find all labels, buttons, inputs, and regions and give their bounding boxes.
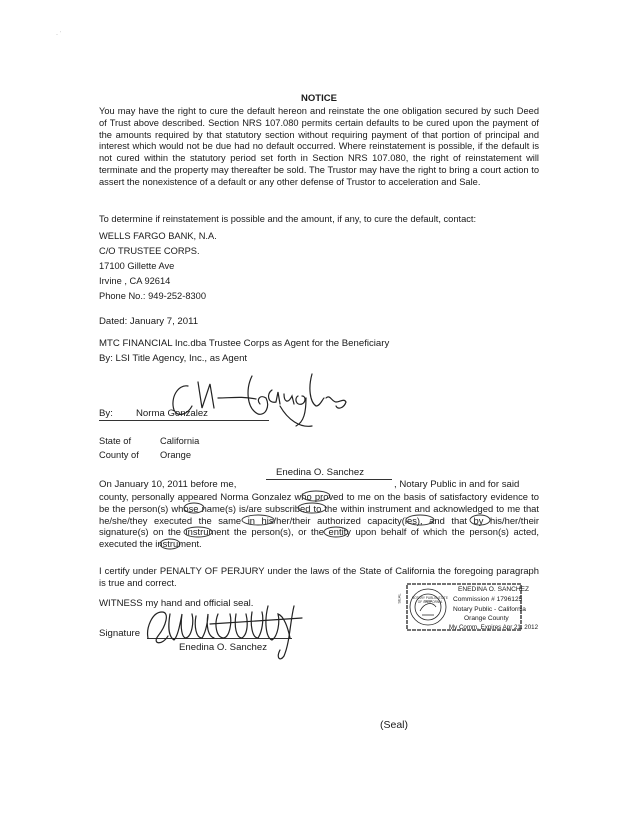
norma-gonzalez-signature — [160, 368, 360, 436]
state-label: State of — [99, 436, 132, 446]
notary-name-fill: Enedina O. Sanchez — [276, 467, 365, 478]
contact-intro: To determine if reinstatement is possible and the amount, if any, to cure the default, contact: — [99, 214, 477, 224]
stamp-title: Notary Public - California — [453, 606, 526, 613]
contact-line: WELLS FARGO BANK, N.A. — [99, 231, 217, 241]
contact-phone: Phone No.: 949-252-8300 — [99, 291, 206, 301]
ack-start: On January 10, 2011 before me, — [99, 479, 237, 490]
ack-after-blank: , Notary Public in and for said — [394, 479, 520, 490]
scan-specks: · ˙ — [56, 32, 62, 38]
signature-label: Signature — [99, 628, 141, 639]
stamp-commission: Commission # 1796125 — [453, 596, 523, 603]
notice-title: NOTICE — [301, 93, 337, 104]
notary-signature — [140, 592, 320, 664]
stamp-seal-text: NOTARY PUBLIC STATE OF CALIFORNIA — [411, 596, 448, 604]
dated-line: Dated: January 7, 2011 — [99, 316, 199, 327]
state-value: California — [160, 436, 200, 446]
signer-name: Enedina O. Sanchez — [179, 642, 268, 653]
contact-line: Irvine , CA 92614 — [99, 276, 171, 286]
witness-line: WITNESS my hand and official seal. — [99, 598, 254, 609]
agent-line: By: LSI Title Agency, Inc., as Agent — [99, 353, 248, 364]
stamp-county: Orange County — [464, 615, 509, 622]
acknowledgment-paragraph: county, personally appeared Norma Gonzalez who proved to me on the basis of satisfactory evidence to be the person(s) whose name(s) is/are subscribed to the within instrument and acknowledged to me that he/she/they executed the same in his/her/their authorized capacity(ies), and that by his/her/their signature(s) on the instrument the person(s), or the entity upon behalf of which the person(s) acted, executed the instrument. — [99, 491, 539, 550]
notice-paragraph: You may have the right to cure the default hereon and reinstate the one obligation secured by such Deed of Trust above described. Section NRS 107.080 permits certain defaults to be cured upon the payment of the amounts required by that statutory section without requiring payment of that portion of principal and interest which would not be due had no default occurred. Where reinstatement is possible, if the default is not cured within the statutory period set forth in Section NRS 107.080, the right of reinstatement will terminate and the property may thereafter be sold. The Trustor may have the right to bring a court action to assert the nonexistence of a default or any other defense of Trustor to acceleration and Sale. — [99, 106, 539, 187]
stamp-side-text: SEAL — [396, 593, 402, 604]
county-label: County of — [99, 450, 139, 460]
by-label: By: — [99, 408, 113, 419]
pronoun-strikeouts — [150, 490, 540, 550]
notary-name-blank — [266, 479, 392, 480]
county-value: Orange — [160, 450, 192, 460]
stamp-notary-name: ENEDINA O. SANCHEZ — [458, 586, 530, 593]
contact-line: 17100 Gillette Ave — [99, 261, 175, 271]
seal-caption: (Seal) — [380, 719, 409, 731]
stamp-expiration: My Comm. Expires Apr 21, 2012 — [449, 624, 539, 631]
signature-rule — [99, 420, 269, 421]
agent-line: MTC FINANCIAL Inc.dba Trustee Corps as Agent for the Beneficiary — [99, 338, 390, 349]
contact-line: C/O TRUSTEE CORPS. — [99, 246, 200, 256]
certify-paragraph: I certify under PENALTY OF PERJURY under the laws of the State of California the foregoing paragraph is true and correct. — [99, 565, 539, 588]
by-name: Norma Gonzalez — [136, 408, 208, 419]
